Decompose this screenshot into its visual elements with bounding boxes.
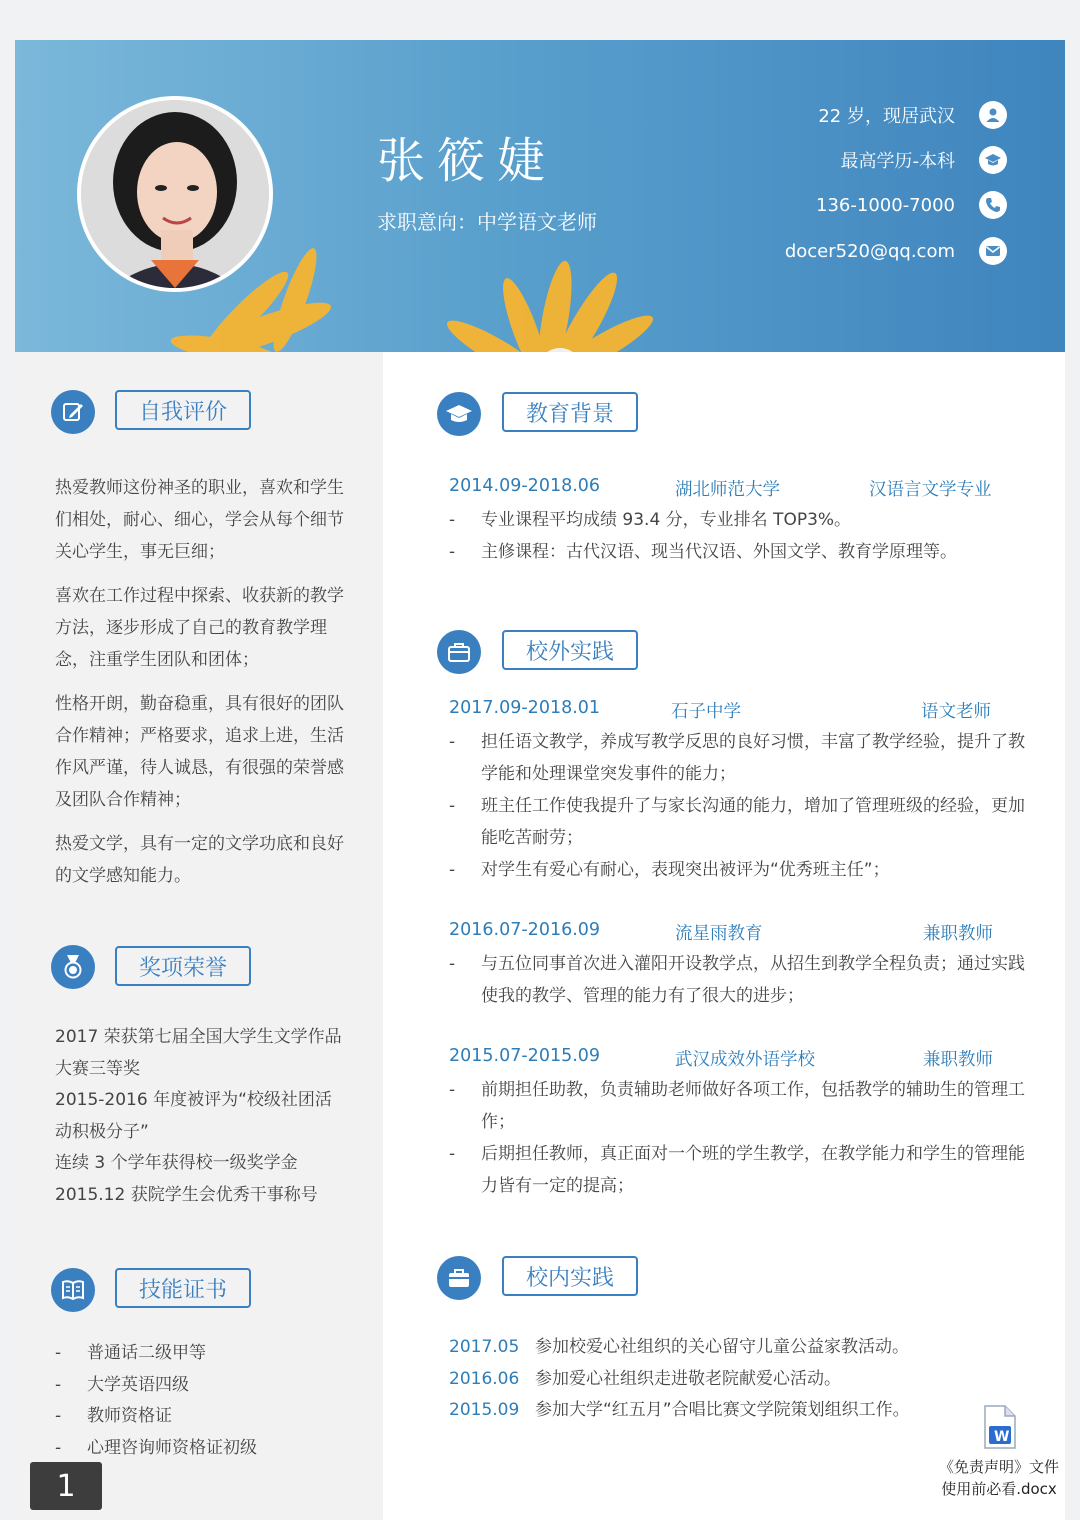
info-text: 最高学历-本科 — [840, 151, 955, 172]
skill-item: - 大学英语四级 — [55, 1374, 189, 1395]
campus-title: 校内实践 — [502, 1256, 638, 1296]
practice-org: 武汉成效外语学校 — [675, 1050, 815, 1070]
practice-date: 2017.09-2018.01 — [449, 698, 601, 718]
self-eval-text — [55, 472, 347, 904]
campus-item: 2016.06 参加爱心社组织走进敬老院献爱心活动。 — [449, 1368, 841, 1389]
award-item: 2017 荣获第七届全国大学生文学作品大赛三等奖 — [55, 1027, 342, 1079]
education-title: 教育背景 — [502, 392, 638, 432]
info-education — [841, 144, 1008, 176]
skills-title: 技能证书 — [115, 1268, 251, 1308]
self-eval-paragraph: 性格开朗，勤奋稳重，具有很好的团队合作精神；严格要求，追求上进，生活作风严谨，待人诚恳，有很强的荣誉感及团队合作精神； — [55, 694, 344, 810]
awards-title: 奖项荣誉 — [115, 946, 251, 986]
self-eval-paragraph: 喜欢在工作过程中探索、收获新的教学方法，逐步形成了自己的教育教学理念，注重学生团队和团体； — [55, 586, 344, 670]
email-icon — [979, 237, 1007, 265]
skill-item: - 普通话二级甲等 — [55, 1343, 206, 1363]
resume-header — [15, 40, 1065, 352]
graduation-cap-icon — [437, 392, 481, 436]
practice-entry-details — [449, 726, 1025, 886]
award-item: 2015.12 获院学生会优秀干事称号 — [55, 1184, 318, 1205]
awards-list — [55, 1022, 347, 1211]
portrait-photo — [81, 100, 269, 288]
info-text: docer520@qq.com — [784, 240, 955, 262]
phone-icon — [979, 191, 1007, 219]
education-header — [449, 476, 1009, 506]
practice-role: 兼职教师 — [923, 924, 993, 944]
job-intention: 求职意向：中学语文老师 — [377, 210, 597, 234]
info-age-location — [818, 99, 1007, 131]
practice-org: 石子中学 — [671, 702, 741, 722]
self-eval-paragraph: 热爱文学，具有一定的文学功底和良好的文学感知能力。 — [55, 834, 344, 886]
docx-attachment[interactable] — [934, 1404, 1064, 1500]
word-icon-letter: W — [994, 1429, 1010, 1445]
practice-bullet: - 班主任工作使我提升了与家长沟通的能力，增加了管理班级的经验，更加能吃苦耐劳； — [449, 796, 1025, 848]
briefcase-icon — [437, 630, 481, 674]
practice-org: 流星雨教育 — [675, 924, 763, 944]
user-icon — [979, 101, 1007, 129]
practice-bullet: - 前期担任助教，负责辅助老师做好各项工作，包括教学的辅助生的管理工作； — [449, 1080, 1025, 1132]
practice-role: 兼职教师 — [923, 1050, 993, 1070]
candidate-name: 张筱婕 — [377, 133, 558, 189]
edit-icon — [51, 390, 95, 434]
practice-entry-header — [449, 698, 1009, 728]
self-eval-paragraph: 热爱教师这份神圣的职业，喜欢和学生们相处，耐心、细心，学会从每个细节关心学生，事无巨细； — [55, 478, 344, 562]
practice-date: 2016.07-2016.09 — [449, 920, 601, 940]
practice-bullet: - 对学生有爱心有耐心，表现突出被评为“优秀班主任”； — [449, 860, 890, 880]
info-text: 22 岁，现居武汉 — [818, 106, 955, 127]
practice-bullet: - 担任语文教学，养成写教学反思的良好习惯，丰富了教学经验，提升了教学能和处理课堂突发事件的能力； — [449, 732, 1025, 784]
skills-list — [55, 1338, 347, 1464]
education-bullet: - 主修课程：古代汉语、现当代汉语、外国文学、教育学原理等。 — [449, 542, 957, 562]
practice-entry-details — [449, 1074, 1025, 1202]
resume-page — [15, 40, 1065, 1520]
award-item: 2015-2016 年度被评为“校级社团活动积极分子” — [55, 1090, 332, 1142]
avatar — [77, 96, 273, 292]
practice-bullet: - 与五位同事首次进入灌阳开设教学点，从招生到教学全程负责；通过实践使我的教学、管理的能力有了很大的进步； — [449, 954, 1025, 1006]
practice-date: 2015.07-2015.09 — [449, 1046, 601, 1066]
education-bullet: - 专业课程平均成绩 93.4 分，专业排名 TOP3%。 — [449, 510, 852, 530]
skill-item: - 心理咨询师资格证初级 — [55, 1437, 257, 1458]
self-eval-title: 自我评价 — [115, 390, 251, 430]
practice-bullet: - 后期担任教师，真正面对一个班的学生教学，在教学能力和学生的管理能力皆有一定的提高； — [449, 1144, 1025, 1196]
briefcase-icon — [437, 1256, 481, 1300]
medal-icon — [51, 945, 95, 989]
campus-item: 2015.09 参加大学“红五月”合唱比赛文学院策划组织工作。 — [449, 1400, 910, 1420]
award-item: 连续 3 个学年获得校一级奖学金 — [55, 1153, 298, 1173]
attachment-name-line2: 使用前必看.docx — [941, 1480, 1057, 1498]
info-phone — [816, 189, 1007, 221]
book-icon — [51, 1268, 95, 1312]
practice-entry-details — [449, 948, 1025, 1012]
campus-item: 2017.05 参加校爱心社组织的关心留守儿童公益家教活动。 — [449, 1337, 909, 1357]
attachment-name-line1: 《免责声明》文件 — [938, 1458, 1059, 1476]
graduation-cap-icon — [979, 146, 1007, 174]
word-doc-icon — [979, 1404, 1019, 1450]
practice-entry-header — [449, 920, 1009, 950]
practice-title: 校外实践 — [502, 630, 638, 670]
skill-item: - 教师资格证 — [55, 1406, 172, 1426]
info-email — [785, 235, 1007, 267]
education-details — [449, 504, 1025, 568]
info-text: 136-1000-7000 — [816, 194, 955, 216]
education-date: 2014.09-2018.06 — [449, 476, 601, 496]
practice-role: 语文老师 — [921, 702, 991, 722]
education-school: 湖北师范大学 — [675, 480, 780, 500]
practice-entry-header — [449, 1046, 1009, 1076]
page-number-badge: 1 — [30, 1462, 102, 1510]
education-major: 汉语言文学专业 — [869, 480, 992, 500]
